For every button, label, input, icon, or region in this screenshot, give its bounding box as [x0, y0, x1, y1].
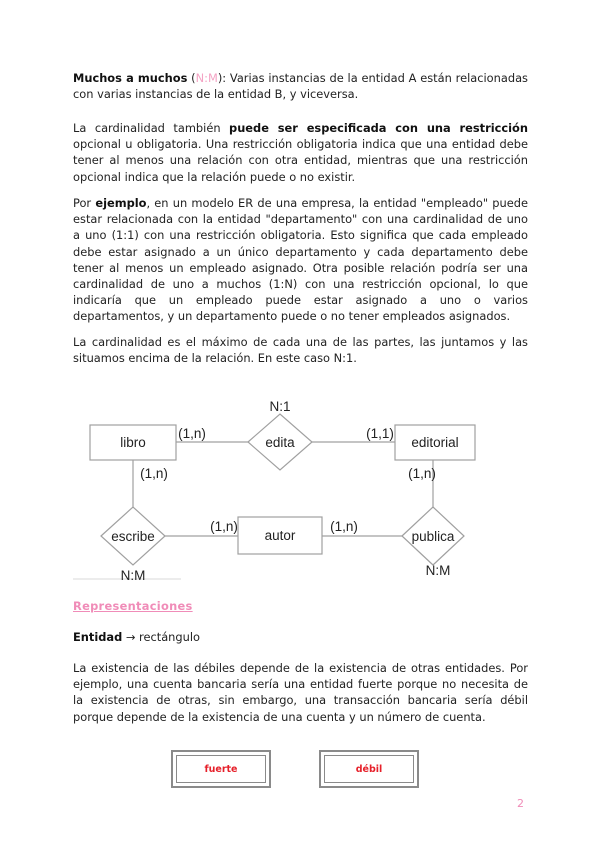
weak-entity-box: [319, 750, 419, 788]
paragraph-cardinality-max: La cardinalidad es el máximo de cada una de las partes, las juntamos y las situamos encima de la relación. En este caso N:1.: [73, 335, 528, 366]
section-heading-representaciones: Representaciones: [73, 599, 193, 613]
paragraph-many-to-many: Muchos a muchos (N:M): Varias instancias de la entidad A están relacionadas con varias instancias de la entidad B, y viceversa.: [73, 71, 528, 102]
cardinality-escribe: N:M: [120, 568, 146, 583]
paragraph-weak-entities: La existencia de las débiles depende de la existencia de otras entidades. Por ejemplo, una cuenta bancaria sería una entidad fuerte porque no necesita de la existencia de otras, sin embargo, una transacción bancaria sería débil porque depende de la existencia de una cuenta y un número de cuenta.: [73, 661, 528, 724]
er-diagram: [60, 390, 480, 590]
entity-autor-label: autor: [264, 528, 296, 543]
cardinality-autor-publica: (1,n): [330, 519, 358, 534]
entity-editorial-label: editorial: [411, 435, 459, 450]
cardinality-editorial-publica: (1,n): [408, 466, 436, 481]
entity-libro-label: libro: [120, 435, 146, 450]
term-many-to-many: Muchos a muchos: [73, 71, 188, 85]
nm-tag: N:M: [195, 71, 218, 85]
paragraph-example: Por ejemplo, en un modelo ER de una empresa, la entidad "empleado" puede estar relacionada con la entidad "departamento" con una cardinalidad de uno a uno (1:1) con una restricción obligatoria. Esto significa que cada empleado debe estar asignado a un único departamento y cada departamento debe tener al menos un empleado asignado. Otra posible relación podría ser una cardinalidad de uno a muchos (1:N) con una restricción opcional, lo que indicaría que un empleado puede estar asignado a uno o varios departamentos, y un departamento puede o no tener empleados asignados.: [73, 196, 528, 324]
strong-entity-box: [171, 750, 271, 788]
relation-publica-label: publica: [411, 529, 455, 544]
cardinality-libro-escribe: (1,n): [140, 466, 168, 481]
relation-escribe-label: escribe: [111, 529, 155, 544]
cardinality-libro-edita: (1,n): [178, 426, 206, 441]
strong-entity-label: fuerte: [176, 755, 266, 783]
weak-entity-label: débil: [324, 755, 414, 783]
cardinality-escribe-autor: (1,n): [210, 519, 238, 534]
cardinality-editorial-edita: (1,1): [366, 426, 394, 441]
entity-definition: Entidad → rectángulo: [73, 630, 200, 644]
relation-edita-label: edita: [265, 435, 295, 450]
cardinality-publica: N:M: [425, 563, 451, 578]
paragraph-restriction: La cardinalidad también puede ser especificada con una restricción opcional u obligatoria. Una restricción obligatoria indica que una entidad debe tener al menos una relación con otra entidad, mientras que una restricción opcional indica que la relación puede o no existir.: [73, 121, 528, 184]
cardinality-edita: N:1: [269, 399, 291, 414]
page-number: 2: [517, 797, 524, 810]
